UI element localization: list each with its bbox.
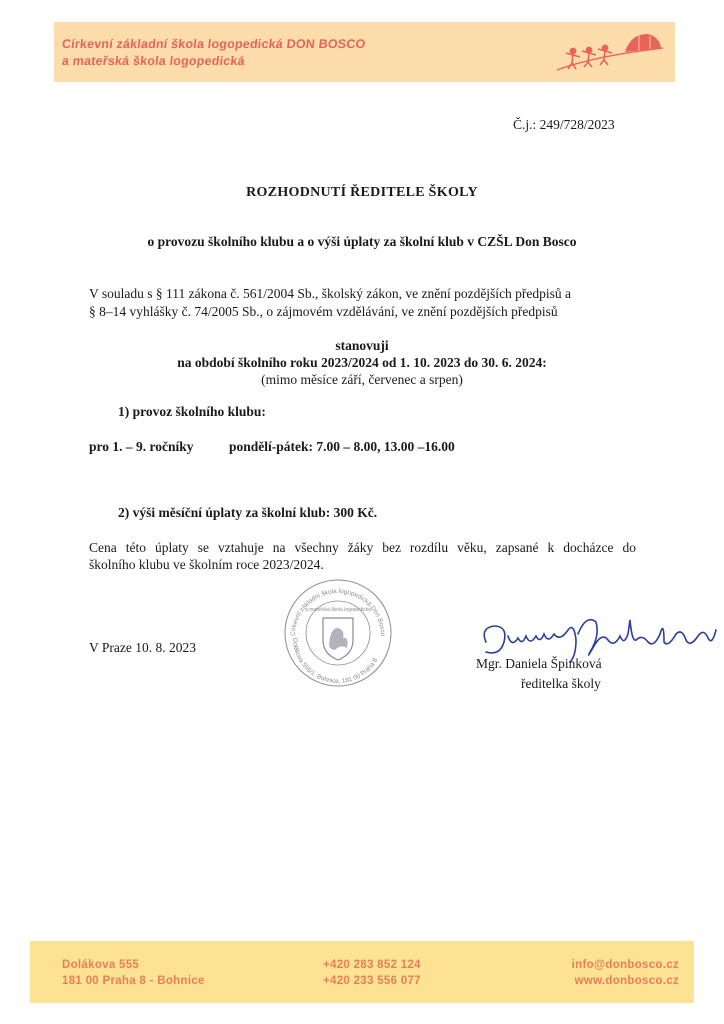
footer-email: info@donbosco.cz <box>571 959 679 971</box>
decision-verb: stanovuji <box>335 338 389 353</box>
page-title: ROZHODNUTÍ ŘEDITELE ŠKOLY <box>246 185 478 200</box>
note-line1: Cena této úplaty se vztahuje na všechny žáky bez rozdílu věku, zapsané k docházce do <box>89 540 636 555</box>
footer-phone1: +420 283 852 124 <box>323 959 421 971</box>
place-date: V Praze 10. 8. 2023 <box>89 640 196 655</box>
section1-grades: pro 1. – 9. ročníky <box>89 439 194 454</box>
intro-line2: § 8–14 vyhlášky č. 74/2005 Sb., o zájmovém vzdělávání, ve znění pozdějších předpisů <box>89 304 558 319</box>
school-stamp-icon <box>283 578 393 688</box>
page-subtitle: o provozu školního klubu a o výši úplaty za školní klub v CZŠL Don Bosco <box>147 234 577 249</box>
stamp-text-inner: a mateřská škola logopedická <box>305 607 371 613</box>
school-name-line2: a mateřská škola logopedická <box>61 54 246 68</box>
note-line2: školního klubu ve školním roce 2023/2024. <box>89 557 324 572</box>
school-logo-icon <box>555 26 665 78</box>
section1-heading: 1) provoz školního klubu: <box>118 404 266 419</box>
decision-period: na období školního roku 2023/2024 od 1. 10. 2023 do 30. 6. 2024: <box>177 355 547 370</box>
footer-web: www.donbosco.cz <box>574 975 679 987</box>
section1-hours: pondělí-pátek: 7.00 – 8.00, 13.00 –16.00 <box>229 439 455 454</box>
signatory-name: Mgr. Daniela Špinková <box>476 656 602 671</box>
stamp-text-bottom: Dolákova 555/1, Bohnice, 181 00 Praha 8 <box>290 637 380 686</box>
footer-address-line1: Dolákova 555 <box>62 959 140 971</box>
decision-exception: (mimo měsíce září, červenec a srpen) <box>261 372 463 387</box>
footer-address-line2: 181 00 Praha 8 - Bohnice <box>62 975 205 987</box>
intro-line1: V souladu s § 111 zákona č. 561/2004 Sb., školský zákon, ve znění pozdějších předpisů a <box>89 286 572 301</box>
stamp-text-top: Církevní základní škola logopedická Don Bosco <box>289 588 387 637</box>
footer-phone2: +420 233 556 077 <box>323 975 421 987</box>
school-name-line1: Církevní základní škola logopedická DON BOSCO <box>61 37 367 51</box>
signatory-role: ředitelka školy <box>521 676 601 691</box>
footer-band <box>30 941 694 1003</box>
reference-number: Č.j.: 249/728/2023 <box>513 117 615 132</box>
section2-heading: 2) výši měsíční úplaty za školní klub: 300 Kč. <box>118 505 378 520</box>
